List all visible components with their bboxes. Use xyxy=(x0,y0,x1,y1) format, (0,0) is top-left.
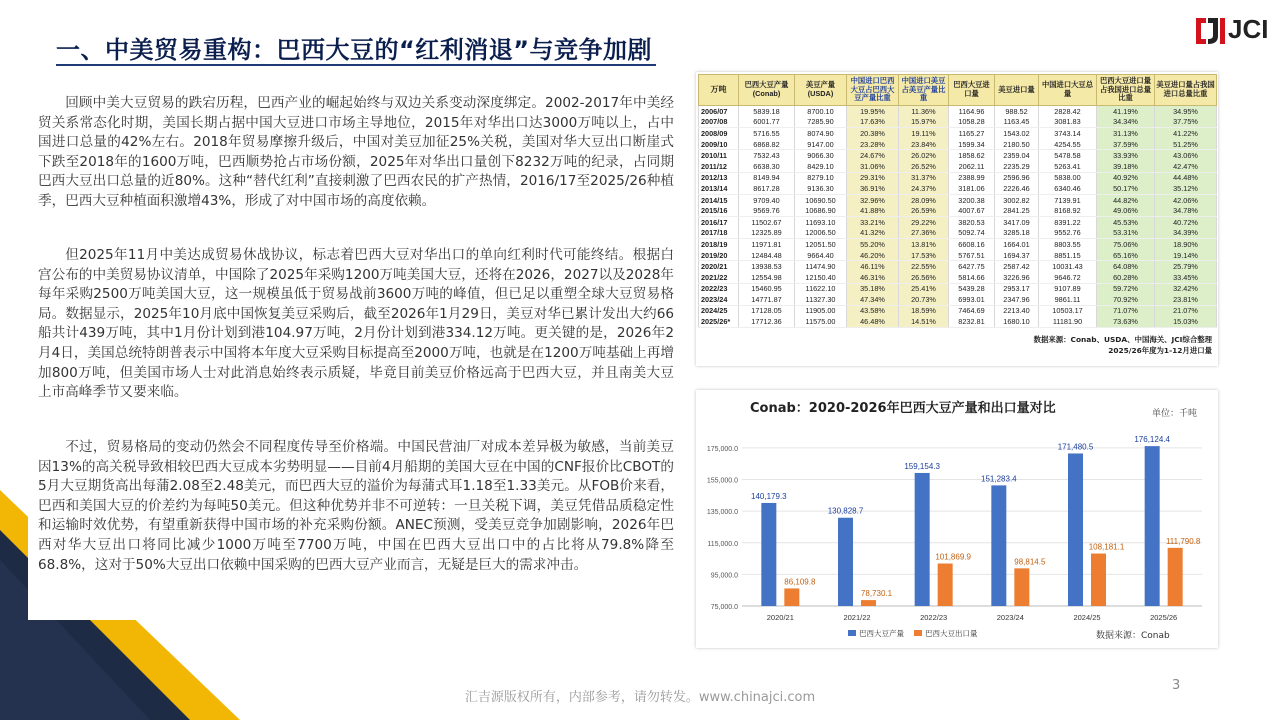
table-cell: 11575.00 xyxy=(795,316,847,327)
table-cell: 3200.38 xyxy=(949,194,995,205)
table-cell: 2010/11 xyxy=(699,150,739,161)
data-label: 151,283.4 xyxy=(981,474,1017,484)
table-cell: 17.53% xyxy=(899,250,949,261)
table-cell: 6427.75 xyxy=(949,261,995,272)
chart-source: 数据来源：Conab xyxy=(1096,631,1170,641)
table-cell: 46.11% xyxy=(847,261,899,272)
paragraph-1: 回顾中美大豆贸易的跌宕历程，巴西产业的崛起始终与双边关系变动深度绑定。2002-2017年中美经贸关系常态化时期，美国长期占据中国大豆进口市场主导地位，2015年对华出口达3000万吨以上，占中国进口总量的42%左右。2018年贸易摩擦升级后，中国对美豆加征25%关税，美国对华大豆出口断崖式下跌至2018年的1600万吨，巴西顺势抢占市场份额，2025年对华出口量创下8232万吨的纪录，占同期巴西大豆出口总量的近80%。这种“替代红利”直接刺激了巴西农民的扩产热情，2016/17至2025/26种植季，巴西大豆种植面积激增43%，形成了对中国市场的高度依赖。 xyxy=(38,95,674,209)
table-cell: 3226.96 xyxy=(995,272,1039,283)
table-cell: 17128.05 xyxy=(739,305,795,316)
table-cell: 2023/24 xyxy=(699,294,739,305)
x-tick-label: 2025/26 xyxy=(1150,613,1178,622)
table-cell: 1543.02 xyxy=(995,128,1039,139)
data-label: 108,181.1 xyxy=(1088,542,1125,552)
table-cell: 2388.99 xyxy=(949,172,995,183)
table-cell: 4254.55 xyxy=(1039,139,1097,150)
table-cell: 5478.58 xyxy=(1039,150,1097,161)
table-cell: 31.37% xyxy=(899,172,949,183)
table-cell: 20.73% xyxy=(899,294,949,305)
table-cell: 46.20% xyxy=(847,250,899,261)
table-row xyxy=(699,161,1217,172)
data-table xyxy=(698,74,1217,328)
production-export-chart xyxy=(696,390,1218,648)
table-cell: 23.81% xyxy=(1155,294,1217,305)
table-row xyxy=(699,239,1217,250)
table-cell: 2014/15 xyxy=(699,194,739,205)
table-row xyxy=(699,183,1217,194)
table-cell: 7532.43 xyxy=(739,150,795,161)
table-cell: 34.78% xyxy=(1155,205,1217,216)
table-cell: 1165.27 xyxy=(949,128,995,139)
bar-chart xyxy=(696,390,1218,648)
table-cell: 2226.46 xyxy=(995,183,1039,194)
table-cell: 42.47% xyxy=(1155,161,1217,172)
table-cell: 2009/10 xyxy=(699,139,739,150)
table-cell: 9646.72 xyxy=(1039,272,1097,283)
table-row xyxy=(699,172,1217,183)
table-cell: 39.18% xyxy=(1097,161,1155,172)
table-cell: 2013/14 xyxy=(699,183,739,194)
table-cell: 3002.82 xyxy=(995,194,1039,205)
table-cell: 1164.96 xyxy=(949,106,995,117)
table-cell: 2018/19 xyxy=(699,239,739,250)
table-cell: 27.36% xyxy=(899,228,949,239)
table-cell: 37.59% xyxy=(1097,139,1155,150)
table-cell: 3285.18 xyxy=(995,228,1039,239)
data-label: 159,154.3 xyxy=(904,461,940,471)
data-label: 78,730.1 xyxy=(860,589,893,599)
table-cell: 2007/08 xyxy=(699,117,739,128)
table-cell: 75.06% xyxy=(1097,239,1155,250)
production-bar xyxy=(915,473,930,606)
table-cell: 11327.30 xyxy=(795,294,847,305)
table-cell: 25.79% xyxy=(1155,261,1217,272)
table-cell: 42.06% xyxy=(1155,194,1217,205)
table-header: 中国进口美豆占美豆产量比重 xyxy=(899,75,949,106)
table-cell: 12325.89 xyxy=(739,228,795,239)
table-cell: 3743.14 xyxy=(1039,128,1097,139)
table-cell: 41.88% xyxy=(847,205,899,216)
table-cell: 15.03% xyxy=(1155,316,1217,327)
table-cell: 65.16% xyxy=(1097,250,1155,261)
table-cell: 7139.91 xyxy=(1039,194,1097,205)
table-cell: 29.31% xyxy=(847,172,899,183)
table-cell: 51.25% xyxy=(1155,139,1217,150)
table-cell: 17712.36 xyxy=(739,316,795,327)
table-cell: 2019/20 xyxy=(699,250,739,261)
table-cell: 6340.46 xyxy=(1039,183,1097,194)
table-header: 美豆产量(USDA) xyxy=(795,75,847,106)
table-cell: 34.95% xyxy=(1155,106,1217,117)
table-cell: 45.53% xyxy=(1097,216,1155,227)
table-cell: 6638.30 xyxy=(739,161,795,172)
export-bar xyxy=(1091,554,1106,606)
table-cell: 40.72% xyxy=(1155,216,1217,227)
table-cell: 33.93% xyxy=(1097,150,1155,161)
table-cell: 50.17% xyxy=(1097,183,1155,194)
y-tick-label: 115,000.0 xyxy=(707,540,738,548)
table-cell: 2016/17 xyxy=(699,216,739,227)
data-label: 176,124.4 xyxy=(1134,435,1170,445)
data-label: 171,480.5 xyxy=(1057,442,1094,452)
table-cell: 26.02% xyxy=(899,150,949,161)
table-cell: 28.09% xyxy=(899,194,949,205)
table-row xyxy=(699,139,1217,150)
table-cell: 5439.28 xyxy=(949,283,995,294)
x-tick-label: 2023/24 xyxy=(996,613,1024,622)
table-cell: 2011/12 xyxy=(699,161,739,172)
table-cell: 988.52 xyxy=(995,106,1039,117)
title-underline xyxy=(56,64,656,66)
production-bar xyxy=(838,518,853,606)
table-cell: 2359.04 xyxy=(995,150,1039,161)
export-bar xyxy=(938,564,953,606)
table-cell: 1858.62 xyxy=(949,150,995,161)
table-row xyxy=(699,305,1217,316)
table-cell: 19.95% xyxy=(847,106,899,117)
table-cell: 59.72% xyxy=(1097,283,1155,294)
table-cell: 49.06% xyxy=(1097,205,1155,216)
table-cell: 9664.40 xyxy=(795,250,847,261)
table-cell: 55.20% xyxy=(847,239,899,250)
table-header: 中国进口巴西大豆占巴西大豆产量比重 xyxy=(847,75,899,106)
x-tick-label: 2022/23 xyxy=(920,613,948,622)
table-cell: 1664.01 xyxy=(995,239,1039,250)
y-tick-label: 155,000.0 xyxy=(706,477,738,485)
table-cell: 3181.06 xyxy=(949,183,995,194)
table-cell: 1163.45 xyxy=(995,117,1039,128)
y-tick-label: 75,000.0 xyxy=(710,604,738,611)
paragraph-3: 不过，贸易格局的变动仍然会不同程度传导至价格端。中国民营油厂对成本差异极为敏感，当前美豆因13%的高关税导致相较巴西大豆成本劣势明显——目前4月船期的美国大豆在中国的CNF报价比CBOT的5月大豆期货高出每蒲2.08至2.48美元，而巴西大豆的溢价为每蒲式耳1.18至1.33美元。从FOB价来看，巴西和美国大豆的价差约为每吨50美元。但这种优势并非不可逆转：一旦关税下调，美豆凭借品质稳定性和运输时效优势，有望重新获得中国市场的补充采购份额。ANEC预测，受美豆竞争加剧影响，2026年巴西对华大豆出口将同比减少1000万吨至7700万吨，中国在巴西大豆出口中的占比将从79.8%降至68.8%，这对于50%大豆出口依赖中国采购的巴西大豆产业而言，无疑是巨大的需求冲击。 xyxy=(38,439,674,573)
table-cell: 2213.40 xyxy=(995,305,1039,316)
table-cell: 11474.90 xyxy=(795,261,847,272)
table-cell: 37.75% xyxy=(1155,117,1217,128)
paragraph-2: 但2025年11月中美达成贸易休战协议，标志着巴西大豆对华出口的单向红利时代可能终结。根据白宫公布的中美贸易协议清单，中国除了2025年采购1200万吨美国大豆，还将在2026，2027以及2028年每年采购2500万吨美国大豆，这一规模虽低于贸易战前3600万吨的峰值，但已足以重塑全球大豆贸易格局。数据显示，2025年10月底中国恢复美豆采购后，截至2026年1月29日，美豆对华已累计发出大约66船共计439万吨，其中1月份计划到港104.97万吨，2月份计划到港334.12万吨。更关键的是，2026年2月4日，美国总统特朗普表示中国将本年度大豆采购目标提高至2000万吨，也就是在1200万吨基础上再增加800万吨，但美国市场人士对此消息始终表示质疑，毕竟目前美豆价格远高于巴西大豆，并且南美大豆上市高峰季节又要来临。 xyxy=(38,247,674,401)
table-header: 巴西大豆进口量占我国进口总量比重 xyxy=(1097,75,1155,106)
table-cell: 2022/23 xyxy=(699,283,739,294)
table-source-line: 数据来源：Conab、USDA、中国海关、JCI综合整理 xyxy=(1033,335,1212,344)
soybean-data-table xyxy=(696,72,1218,366)
table-header: 巴西大豆产量(Conab) xyxy=(739,75,795,106)
table-cell: 2347.96 xyxy=(995,294,1039,305)
table-row xyxy=(699,228,1217,239)
table-cell: 5814.66 xyxy=(949,272,995,283)
y-tick-label: 95,000.0 xyxy=(710,572,738,580)
export-bar xyxy=(784,588,799,606)
legend-label: 巴西大豆出口量 xyxy=(925,629,978,638)
table-cell: 2841.25 xyxy=(995,205,1039,216)
table-cell: 18.90% xyxy=(1155,239,1217,250)
table-cell: 20.38% xyxy=(847,128,899,139)
table-cell: 1680.10 xyxy=(995,316,1039,327)
table-cell: 2596.96 xyxy=(995,172,1039,183)
data-label: 111,790.8 xyxy=(1165,536,1201,546)
page-number: 3 xyxy=(1172,678,1181,693)
table-cell: 60.28% xyxy=(1097,272,1155,283)
table-cell: 24.67% xyxy=(847,150,899,161)
data-label: 86,109.8 xyxy=(784,577,816,587)
table-cell: 31.06% xyxy=(847,161,899,172)
data-label: 101,869.9 xyxy=(935,552,971,562)
table-cell: 70.92% xyxy=(1097,294,1155,305)
table-cell: 44.48% xyxy=(1155,172,1217,183)
table-cell: 3417.09 xyxy=(995,216,1039,227)
table-cell: 2025/26* xyxy=(699,316,739,327)
export-bar xyxy=(861,600,876,606)
table-cell: 41.19% xyxy=(1097,106,1155,117)
table-cell: 8232.81 xyxy=(949,316,995,327)
export-bar xyxy=(1014,568,1029,606)
production-bar xyxy=(1068,453,1083,606)
table-header: 美豆进口量 xyxy=(995,75,1039,106)
table-cell: 2235.29 xyxy=(995,161,1039,172)
table-cell: 9136.30 xyxy=(795,183,847,194)
x-tick-label: 2024/25 xyxy=(1073,613,1101,622)
y-tick-label: 135,000.0 xyxy=(706,509,738,517)
table-cell: 9861.11 xyxy=(1039,294,1097,305)
table-source-line: 2025/26年度为1-12月进口量 xyxy=(1108,346,1212,355)
table-cell: 6868.82 xyxy=(739,139,795,150)
table-row xyxy=(699,294,1217,305)
table-header: 美豆进口量占我国进口总量比重 xyxy=(1155,75,1217,106)
table-source-note xyxy=(1034,334,1212,356)
table-cell: 8803.55 xyxy=(1039,239,1097,250)
table-cell: 2020/21 xyxy=(699,261,739,272)
table-header-row xyxy=(699,75,1217,106)
table-cell: 2012/13 xyxy=(699,172,739,183)
table-header: 巴西大豆进口量 xyxy=(949,75,995,106)
table-cell: 35.18% xyxy=(847,283,899,294)
table-cell: 8851.15 xyxy=(1039,250,1097,261)
table-cell: 1694.37 xyxy=(995,250,1039,261)
table-header: 万吨 xyxy=(699,75,739,106)
jci-logo-icon xyxy=(1194,16,1226,46)
table-header: 中国进口大豆总量 xyxy=(1039,75,1097,106)
page-title: 一、中美贸易重构：巴西大豆的“红利消退”与竞争加剧 xyxy=(56,36,653,64)
table-cell: 2006/07 xyxy=(699,106,739,117)
table-cell: 31.13% xyxy=(1097,128,1155,139)
table-cell: 36.91% xyxy=(847,183,899,194)
table-cell: 44.82% xyxy=(1097,194,1155,205)
table-cell: 11181.90 xyxy=(1039,316,1097,327)
table-cell: 8700.10 xyxy=(795,106,847,117)
table-cell: 2828.42 xyxy=(1039,106,1097,117)
table-cell: 6001.77 xyxy=(739,117,795,128)
table-cell: 8074.90 xyxy=(795,128,847,139)
table-row xyxy=(699,117,1217,128)
table-cell: 2017/18 xyxy=(699,228,739,239)
table-cell: 7464.69 xyxy=(949,305,995,316)
table-cell: 26.52% xyxy=(899,161,949,172)
table-row xyxy=(699,205,1217,216)
table-cell: 23.28% xyxy=(847,139,899,150)
production-bar xyxy=(1145,446,1160,606)
table-cell: 8429.10 xyxy=(795,161,847,172)
table-cell: 24.37% xyxy=(899,183,949,194)
table-row xyxy=(699,272,1217,283)
table-cell: 3081.83 xyxy=(1039,117,1097,128)
table-cell: 11502.67 xyxy=(739,216,795,227)
table-row xyxy=(699,128,1217,139)
table-cell: 15.97% xyxy=(899,117,949,128)
table-cell: 14.51% xyxy=(899,316,949,327)
table-cell: 5092.74 xyxy=(949,228,995,239)
table-cell: 25.41% xyxy=(899,283,949,294)
table-cell: 5838.00 xyxy=(1039,172,1097,183)
table-row xyxy=(699,316,1217,327)
table-cell: 19.14% xyxy=(1155,250,1217,261)
table-cell: 10503.17 xyxy=(1039,305,1097,316)
data-label: 140,179.3 xyxy=(751,491,787,501)
table-cell: 10686.90 xyxy=(795,205,847,216)
table-row xyxy=(699,261,1217,272)
table-cell: 15460.95 xyxy=(739,283,795,294)
table-row xyxy=(699,250,1217,261)
table-cell: 9569.76 xyxy=(739,205,795,216)
table-cell: 2062.11 xyxy=(949,161,995,172)
table-cell: 14771.87 xyxy=(739,294,795,305)
x-tick-label: 2021/22 xyxy=(843,613,871,622)
table-cell: 2024/25 xyxy=(699,305,739,316)
x-tick-label: 2020/21 xyxy=(766,613,794,622)
table-row xyxy=(699,283,1217,294)
table-cell: 23.84% xyxy=(899,139,949,150)
production-bar xyxy=(761,503,776,606)
table-cell: 5767.51 xyxy=(949,250,995,261)
table-cell: 2015/16 xyxy=(699,205,739,216)
table-cell: 46.31% xyxy=(847,272,899,283)
table-cell: 73.63% xyxy=(1097,316,1155,327)
table-cell: 9107.89 xyxy=(1039,283,1097,294)
chart-title: Conab：2020-2026年巴西大豆产量和出口量对比 xyxy=(750,401,1056,416)
table-cell: 71.07% xyxy=(1097,305,1155,316)
table-cell: 8391.22 xyxy=(1039,216,1097,227)
table-cell: 8168.92 xyxy=(1039,205,1097,216)
table-cell: 11905.00 xyxy=(795,305,847,316)
data-label: 130,828.7 xyxy=(827,506,864,516)
table-cell: 3820.53 xyxy=(949,216,995,227)
table-cell: 11971.81 xyxy=(739,239,795,250)
chart-unit: 单位：千吨 xyxy=(1152,409,1198,419)
y-tick-label: 175,000.0 xyxy=(706,445,738,453)
table-cell: 26.56% xyxy=(899,272,949,283)
table-cell: 5263.41 xyxy=(1039,161,1097,172)
table-cell: 11693.10 xyxy=(795,216,847,227)
table-cell: 9709.40 xyxy=(739,194,795,205)
table-row xyxy=(699,106,1217,117)
table-cell: 12006.50 xyxy=(795,228,847,239)
table-cell: 8617.28 xyxy=(739,183,795,194)
production-bar xyxy=(991,485,1006,606)
table-cell: 26.59% xyxy=(899,205,949,216)
table-cell: 21.07% xyxy=(1155,305,1217,316)
table-cell: 5839.18 xyxy=(739,106,795,117)
table-cell: 32.96% xyxy=(847,194,899,205)
table-row xyxy=(699,216,1217,227)
table-cell: 22.55% xyxy=(899,261,949,272)
table-cell: 43.06% xyxy=(1155,150,1217,161)
footer-copyright: 汇吉源版权所有，内部参考，请勿转发。www.chinajci.com xyxy=(464,690,816,705)
table-cell: 9066.30 xyxy=(795,150,847,161)
table-cell: 10690.50 xyxy=(795,194,847,205)
table-cell: 34.39% xyxy=(1155,228,1217,239)
table-cell: 8149.94 xyxy=(739,172,795,183)
table-row xyxy=(699,150,1217,161)
table-cell: 5716.55 xyxy=(739,128,795,139)
table-cell: 13938.53 xyxy=(739,261,795,272)
table-cell: 4007.67 xyxy=(949,205,995,216)
legend-swatch-production xyxy=(848,630,856,636)
table-cell: 34.34% xyxy=(1097,117,1155,128)
jci-logo-text: JCI xyxy=(1228,14,1269,44)
table-cell: 12484.48 xyxy=(739,250,795,261)
table-cell: 17.63% xyxy=(847,117,899,128)
table-cell: 40.92% xyxy=(1097,172,1155,183)
table-cell: 6993.01 xyxy=(949,294,995,305)
table-cell: 11.36% xyxy=(899,106,949,117)
table-cell: 2587.42 xyxy=(995,261,1039,272)
table-cell: 35.12% xyxy=(1155,183,1217,194)
export-bar xyxy=(1168,548,1183,606)
table-cell: 6608.16 xyxy=(949,239,995,250)
table-cell: 9552.76 xyxy=(1039,228,1097,239)
legend-label: 巴西大豆产量 xyxy=(859,629,904,638)
table-cell: 11622.10 xyxy=(795,283,847,294)
table-cell: 43.58% xyxy=(847,305,899,316)
data-label: 98,814.5 xyxy=(1014,557,1046,567)
table-cell: 13.81% xyxy=(899,239,949,250)
table-cell: 18.59% xyxy=(899,305,949,316)
table-cell: 41.32% xyxy=(847,228,899,239)
table-cell: 64.08% xyxy=(1097,261,1155,272)
table-cell: 1599.34 xyxy=(949,139,995,150)
table-cell: 19.11% xyxy=(899,128,949,139)
table-cell: 2953.17 xyxy=(995,283,1039,294)
table-cell: 9147.00 xyxy=(795,139,847,150)
table-row xyxy=(699,194,1217,205)
table-cell: 1058.28 xyxy=(949,117,995,128)
table-cell: 10031.43 xyxy=(1039,261,1097,272)
table-cell: 41.22% xyxy=(1155,128,1217,139)
legend-swatch-export xyxy=(914,630,922,636)
table-cell: 29.22% xyxy=(899,216,949,227)
table-cell: 32.42% xyxy=(1155,283,1217,294)
table-cell: 46.48% xyxy=(847,316,899,327)
table-cell: 47.34% xyxy=(847,294,899,305)
table-cell: 2008/09 xyxy=(699,128,739,139)
table-cell: 53.31% xyxy=(1097,228,1155,239)
table-cell: 7285.90 xyxy=(795,117,847,128)
table-cell: 33.45% xyxy=(1155,272,1217,283)
table-cell: 8279.10 xyxy=(795,172,847,183)
table-cell: 33.21% xyxy=(847,216,899,227)
table-cell: 12554.98 xyxy=(739,272,795,283)
table-cell: 12150.40 xyxy=(795,272,847,283)
table-cell: 12051.50 xyxy=(795,239,847,250)
table-cell: 2021/22 xyxy=(699,272,739,283)
table-cell: 2180.50 xyxy=(995,139,1039,150)
